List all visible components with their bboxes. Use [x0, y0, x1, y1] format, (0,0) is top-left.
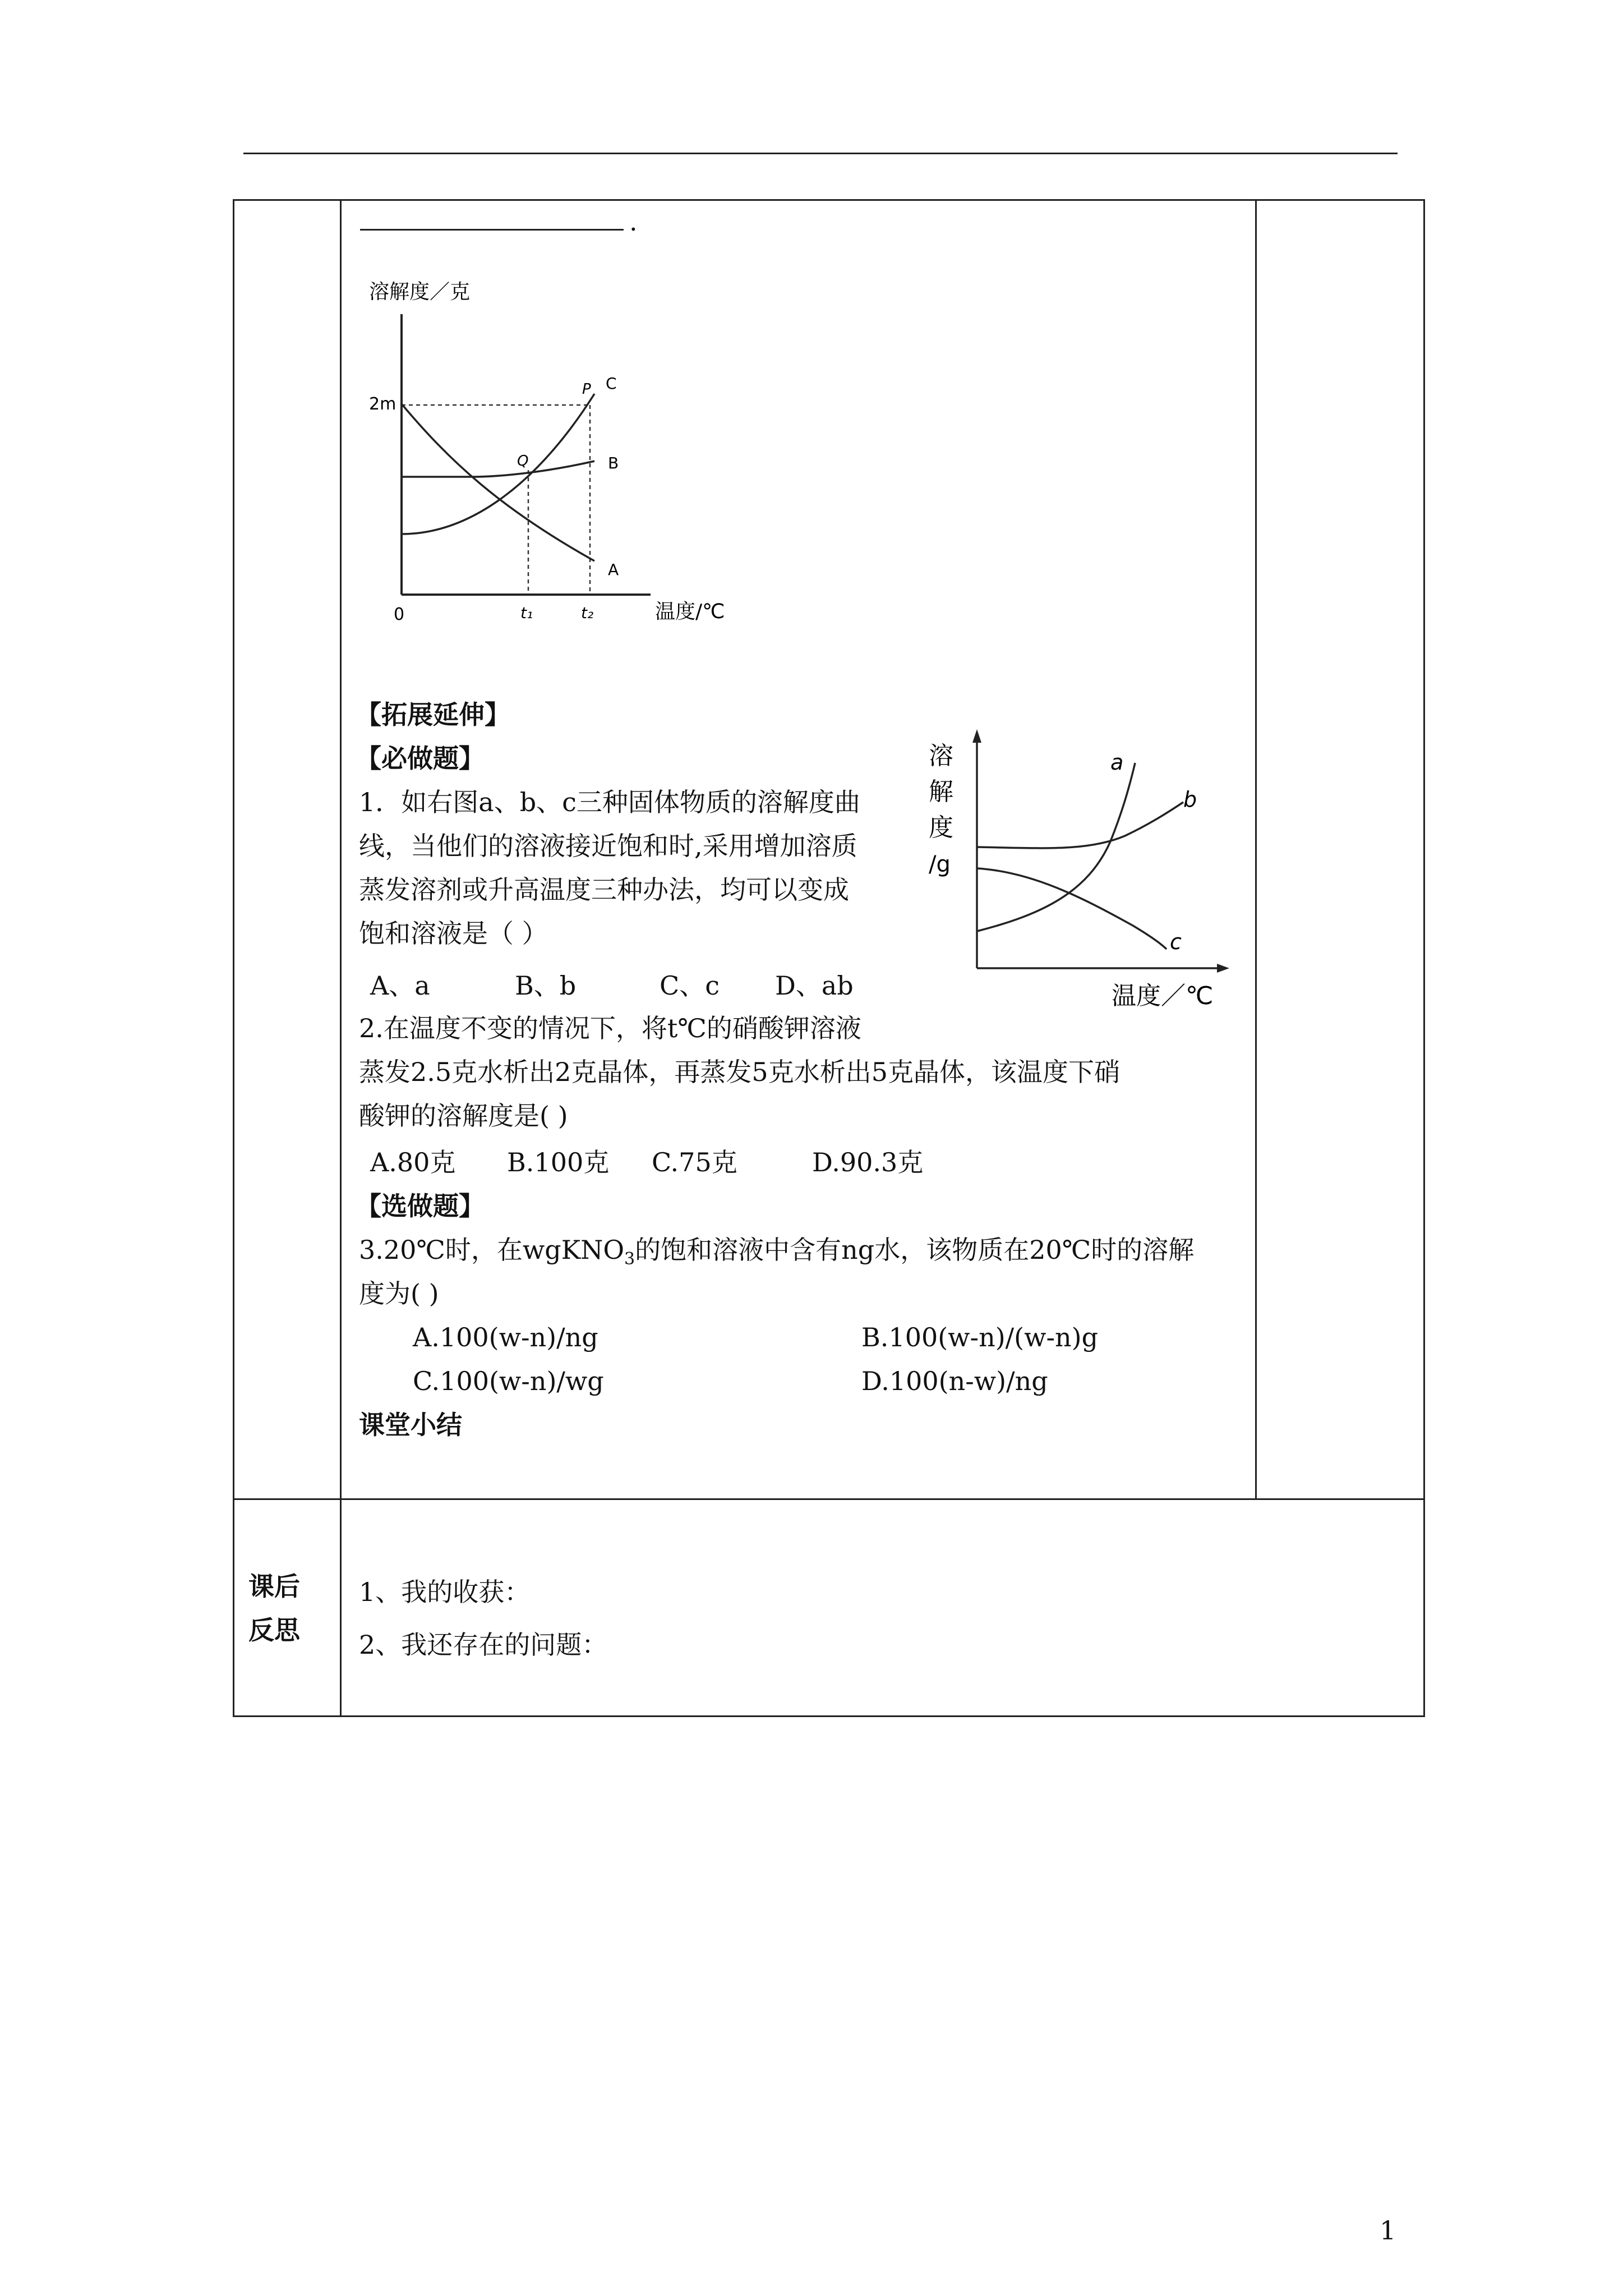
q1-line4: 饱和溶液是（ ）: [359, 918, 548, 949]
chart2-curve-c: [977, 868, 1166, 949]
answer-blank-line: [360, 229, 624, 231]
chart1-curve-a: [402, 404, 594, 561]
reflection-label-1: 课后: [248, 1571, 300, 1602]
q1-line3: 蒸发溶剂或升高温度三种办法，均可以变成: [359, 875, 849, 905]
chart1-xlabel: 温度/℃: [655, 600, 725, 623]
answer-period: .: [629, 206, 638, 237]
q2-line2: 蒸发2.5克水析出2克晶体，再蒸发5克水析出5克晶体，该温度下硝: [359, 1057, 1120, 1087]
chart2-ylabel-2: 解: [929, 777, 953, 806]
section-extension: 【拓展延伸】: [356, 700, 510, 730]
q3-option-c: C.100(w-n)/wg: [413, 1366, 604, 1396]
q2-option-c: C.75克: [652, 1147, 737, 1177]
q2-line1: 2.在温度不变的情况下，将t℃的硝酸钾溶液: [359, 1013, 861, 1043]
section-optional: 【选做题】: [356, 1191, 485, 1221]
chart2-label-b: b: [1183, 787, 1197, 812]
q3-option-d: D.100(n-w)/ng: [861, 1366, 1048, 1396]
q3-option-b: B.100(w-n)/(w-n)g: [861, 1322, 1099, 1352]
reflection-item-2: 2、我还存在的问题：: [359, 1630, 608, 1660]
q2-option-b: B.100克: [507, 1147, 610, 1177]
chart1-ylabel: 溶解度／克: [369, 280, 471, 303]
chart1-point-p: P: [582, 381, 591, 398]
table-row-divider: [233, 1498, 1423, 1500]
q3-line1: 3.20℃时，在wgKNO$_3$的饱和溶液中含有ng水，该物质在20℃时的溶解: [359, 1235, 1195, 1269]
reflection-item-1: 1、我的收获：: [359, 1577, 531, 1607]
chart1-origin: 0: [394, 605, 405, 624]
q1-line2: 线，当他们的溶液接近饱和时,采用增加溶质: [359, 831, 857, 861]
solubility-chart-abc-lower: [920, 724, 1234, 1015]
chart2-label-a: a: [1110, 750, 1124, 775]
q3-option-a: A.100(w-n)/ng: [413, 1322, 598, 1352]
section-summary: 课堂小结: [359, 1410, 462, 1440]
chart2-ylabel-4: /g: [929, 852, 951, 877]
table-col-divider-2: [1255, 199, 1257, 1499]
chart2-ylabel-3: 度: [929, 813, 953, 842]
chart1-point-q: Q: [517, 453, 529, 470]
chart1-label-c: C: [606, 374, 617, 393]
q2-line3: 酸钾的溶解度是( ): [359, 1101, 568, 1131]
q2-option-d: D.90.3克: [812, 1147, 924, 1177]
header-rule: [243, 153, 1398, 154]
chart2-x-arrow: [1217, 964, 1229, 973]
q1-option-b: B、b: [515, 970, 577, 1001]
page-number: 1: [1380, 2215, 1396, 2246]
chart1-curve-c: [402, 394, 594, 534]
chart2-label-c: c: [1170, 930, 1182, 954]
chart1-curve-b: [402, 461, 594, 477]
q1-line1: 1．如右图a、b、c三种固体物质的溶解度曲: [359, 787, 860, 817]
q1-option-a: A、a: [370, 970, 430, 1001]
chart1-label-b: B: [608, 454, 619, 472]
solubility-chart-abc: [359, 275, 740, 634]
chart2-xlabel: 温度／℃: [1112, 982, 1214, 1010]
reflection-label-2: 反思: [248, 1615, 300, 1645]
chart1-t2: t₂: [581, 604, 594, 622]
table-col-divider-1: [340, 199, 342, 1715]
chart1-y-mark: 2m: [369, 394, 396, 414]
chart2-ylabel-1: 溶: [929, 742, 953, 770]
q1-option-c: C、c: [660, 970, 720, 1001]
section-required: 【必做题】: [356, 743, 485, 774]
q3-line2: 度为( ): [359, 1278, 439, 1309]
chart1-label-a: A: [608, 560, 619, 579]
chart2-y-arrow: [972, 729, 981, 743]
q2-option-a: A.80克: [370, 1147, 456, 1177]
chart2-curve-b: [977, 802, 1183, 848]
chart1-t1: t₁: [520, 604, 533, 622]
q1-option-d: D、ab: [775, 970, 854, 1001]
